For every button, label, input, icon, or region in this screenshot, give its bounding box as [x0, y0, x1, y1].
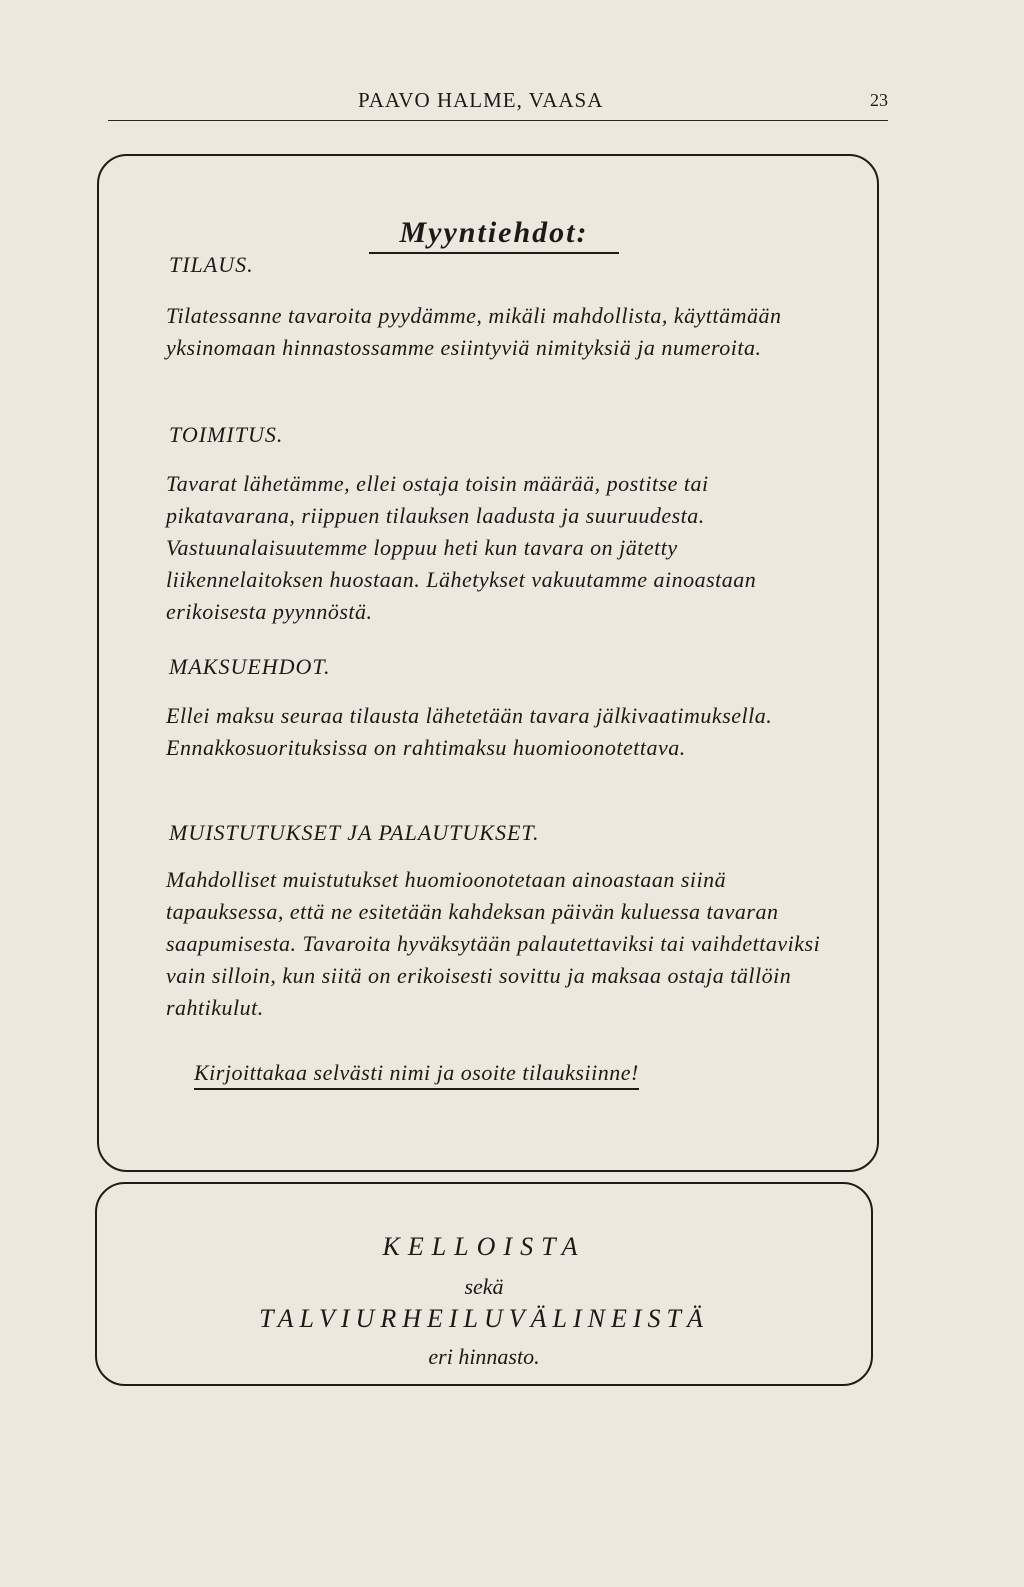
- section-heading-toimitus: TOIMITUS.: [169, 422, 284, 447]
- page-number: 23: [870, 90, 888, 110]
- terms-title: Myyntiehdot:: [369, 216, 619, 254]
- section-heading-tilaus: TILAUS.: [169, 252, 254, 277]
- page-header: [108, 86, 888, 121]
- closing-note: Kirjoittakaa selvästi nimi ja osoite tilauksiinne!: [194, 1060, 639, 1090]
- section-text-maksuehdot: Ellei maksu seuraa tilausta lähetetään tavara jälkivaatimuksella. Ennakkosuorituksissa on rahtimaksu huomioonotettava.: [166, 703, 773, 760]
- notice-line-seka: sekä: [464, 1274, 504, 1299]
- header-title: PAAVO HALME, VAASA: [358, 88, 604, 112]
- notice-line-kelloista: KELLOISTA: [382, 1232, 586, 1261]
- section-text-toimitus: Tavarat lähetämme, ellei ostaja toisin määrää, postitse tai pikatavarana, riippuen tilauksen laadusta ja suuruudesta. Vastuunalaisuutemme loppuu heti kun tavara on jätetty liikennelaitoksen huostaan. Lähetykset vakuutamme ainoastaan erikoisesta pyynnöstä.: [166, 471, 757, 624]
- notice-box: [95, 1182, 873, 1386]
- section-text-tilaus: Tilatessanne tavaroita pyydämme, mikäli mahdollista, käyttämään yksinomaan hinnastossamme esiintyviä nimityksiä ja numeroita.: [166, 303, 782, 360]
- notice-line-talviurheiluvalineista: TALVIURHEILUVÄLINEISTÄ: [259, 1304, 709, 1333]
- notice-line-hinnasto: eri hinnasto.: [428, 1344, 540, 1369]
- terms-box: [97, 154, 879, 1172]
- section-heading-muistutukset: MUISTUTUKSET JA PALAUTUKSET.: [169, 820, 540, 845]
- section-heading-maksuehdot: MAKSUEHDOT.: [169, 654, 331, 679]
- section-text-muistutukset: Mahdolliset muistutukset huomioonotetaan ainoastaan siinä tapauksessa, että ne esitetään kahdeksan päivän kuluessa tavaran saapumisesta. Tavaroita hyväksytään palautettaviksi tai vaihdettaviksi vain silloin, kun siitä on erikoisesti sovittu ja maksaa ostaja tällöin rahtikulut.: [166, 867, 821, 1020]
